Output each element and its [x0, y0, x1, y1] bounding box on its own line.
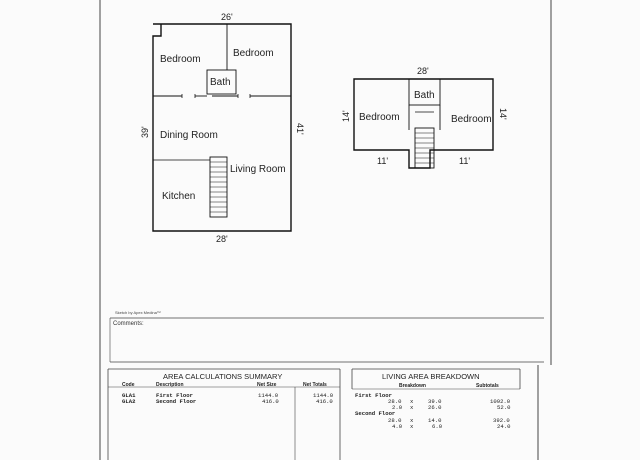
- first-dim-bottom: 28': [216, 234, 228, 244]
- bd-r4-t: 24.0: [497, 423, 511, 430]
- bd-r4-x: x: [410, 423, 414, 430]
- kitchen-label: Kitchen: [162, 191, 196, 202]
- row1-size: 1144.0: [258, 392, 279, 399]
- second-stair-treads: [415, 133, 434, 163]
- second-dim-left: 14': [341, 110, 351, 122]
- living-room-label: Living Room: [230, 164, 286, 175]
- second-dim-top: 28': [417, 66, 429, 76]
- comments-label: Comments:: [113, 321, 144, 327]
- area-summary-title: AREA CALCULATIONS SUMMARY: [163, 372, 283, 381]
- section-first-floor: First Floor: [355, 392, 392, 399]
- first-bath-label: Bath: [210, 77, 231, 88]
- col-code: Code: [122, 382, 135, 388]
- col-net-totals: Net Totals: [303, 382, 327, 388]
- first-dim-left: 39': [140, 126, 150, 138]
- first-bedroom-right-label: Bedroom: [233, 48, 274, 59]
- bd-r3-b: 14.0: [428, 417, 442, 424]
- second-dim-right: 14': [498, 108, 508, 120]
- bd-r2-a: 2.0: [392, 404, 403, 411]
- second-dim-bottom-right: 11': [459, 156, 471, 166]
- dining-room-label: Dining Room: [160, 130, 218, 141]
- bd-r2-x: x: [410, 404, 414, 411]
- second-bedroom-right-label: Bedroom: [451, 114, 492, 125]
- col-subtotals: Subtotals: [476, 383, 499, 389]
- bd-r4-b: 6.0: [432, 423, 443, 430]
- living-area-breakdown-table: [352, 369, 520, 430]
- first-floor-plan: [140, 12, 305, 244]
- bd-r3-t: 392.0: [493, 417, 510, 424]
- first-stair-treads: [210, 162, 227, 212]
- section-second-floor: Second Floor: [355, 410, 396, 417]
- second-floor-plan: [341, 66, 508, 168]
- col-description: Description: [156, 382, 184, 388]
- col-net-size: Net Size: [257, 382, 277, 388]
- row1-code: GLA1: [122, 392, 136, 399]
- col-breakdown: Breakdown: [399, 383, 426, 389]
- second-bath-label: Bath: [414, 90, 435, 101]
- first-dim-top: 26': [221, 12, 233, 22]
- bd-r3-x: x: [410, 417, 414, 424]
- second-bedroom-left-label: Bedroom: [359, 112, 400, 123]
- bd-r4-a: 4.0: [392, 423, 403, 430]
- first-dim-right: 41': [295, 123, 305, 135]
- area-summary-table: [108, 369, 340, 460]
- sketch-credit: Sketch by Apex Medina™: [115, 310, 161, 315]
- bd-r1-x: x: [410, 398, 414, 405]
- first-bedroom-left-label: Bedroom: [160, 54, 201, 65]
- row2-size: 416.0: [262, 398, 279, 405]
- bd-r1-t: 1092.0: [490, 398, 511, 405]
- bd-r3-a: 28.0: [388, 417, 402, 424]
- bd-r1-b: 39.0: [428, 398, 442, 405]
- row1-desc: First Floor: [156, 392, 193, 399]
- bd-r2-b: 26.0: [428, 404, 442, 411]
- row2-total: 416.0: [316, 398, 333, 405]
- row2-desc: Second Floor: [156, 398, 197, 405]
- row2-code: GLA2: [122, 398, 136, 405]
- breakdown-title: LIVING AREA BREAKDOWN: [382, 372, 480, 381]
- bd-r1-a: 28.0: [388, 398, 402, 405]
- second-dim-bottom-left: 11': [377, 156, 389, 166]
- bd-r2-t: 52.0: [497, 404, 511, 411]
- row1-total: 1144.0: [313, 392, 334, 399]
